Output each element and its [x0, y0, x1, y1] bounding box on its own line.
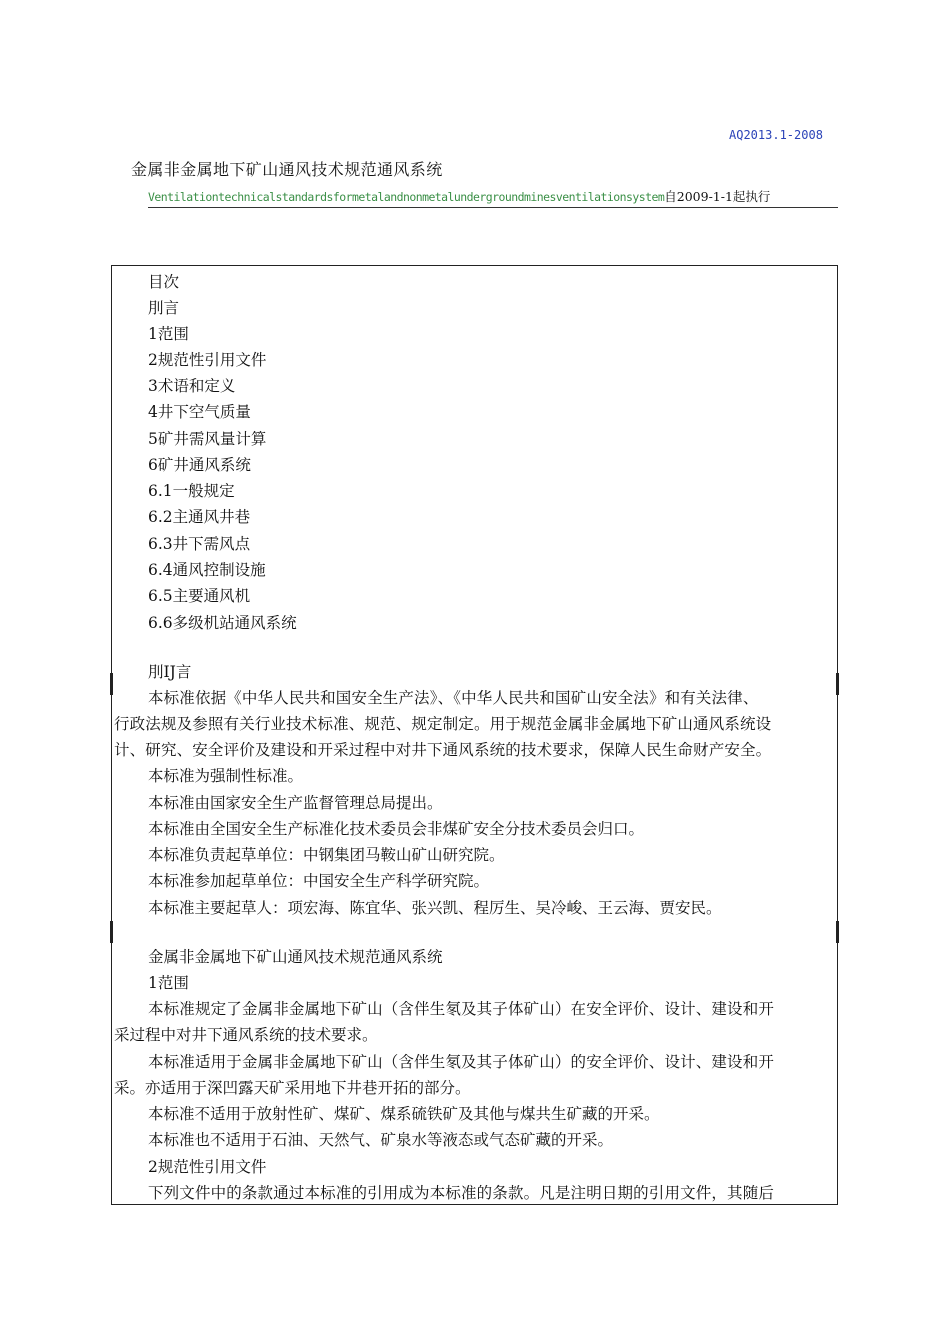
toc-item: 6.4通风控制设施	[148, 561, 266, 579]
toc-item: 6.1一般规定	[148, 482, 235, 500]
body-paragraph: 采。亦适用于深凹露天矿采用地下井巷开拓的部分。	[114, 1079, 471, 1097]
foreword-paragraph: 计、研究、安全评价及建设和开采过程中对井下通风系统的技术要求，保障人民生命财产安全。	[114, 741, 772, 759]
foreword-paragraph: 本标准由国家安全生产监督管理总局提出。	[148, 794, 443, 812]
body-paragraph: 本标准不适用于放射性矿、煤矿、煤系硫铁矿及其他与煤共生矿藏的开采。	[148, 1105, 660, 1123]
header-rule	[148, 207, 838, 208]
border-mark	[110, 921, 113, 943]
toc-item: 6.5主要通风机	[148, 587, 251, 605]
toc-heading: 目次	[148, 273, 180, 291]
foreword-paragraph: 本标准负责起草单位：中钢集团马鞍山矿山研究院。	[148, 846, 505, 864]
body-title: 金属非金属地下矿山通风技术规范通风系统	[148, 948, 443, 966]
standard-code: AQ2013.1-2008	[729, 128, 823, 142]
toc-item: 3术语和定义	[148, 377, 236, 395]
toc-item: 4井下空气质量	[148, 403, 251, 421]
border-mark	[836, 673, 839, 695]
toc-item: 6.2主通风井巷	[148, 508, 251, 526]
foreword-paragraph: 本标准由全国安全生产标准化技术委员会非煤矿安全分技术委员会归口。	[148, 820, 645, 838]
foreword-paragraph: 本标准为强制性标准。	[148, 767, 304, 785]
body-paragraph: 本标准规定了金属非金属地下矿山（含伴生氡及其子体矿山）在安全评价、设计、建设和开	[148, 1000, 775, 1018]
border-mark	[836, 921, 839, 943]
effective-date: 自2009-1-1起执行	[664, 189, 771, 204]
body-paragraph: 采过程中对井下通风系统的技术要求。	[114, 1026, 378, 1044]
toc-item: 刖言	[148, 299, 180, 317]
foreword-paragraph: 行政法规及参照有关行业技术标准、规范、规定制定。用于规范金属非金属地下矿山通风系统设	[114, 715, 772, 733]
foreword-paragraph: 本标准依据《中华人民共和国安全生产法》、《中华人民共和国矿山安全法》和有关法律、	[148, 689, 759, 707]
foreword-paragraph: 本标准参加起草单位：中国安全生产科学研究院。	[148, 872, 490, 890]
document-title: 金属非金属地下矿山通风技术规范通风系统	[131, 160, 443, 179]
body-paragraph: 本标准也不适用于石油、天然气、矿泉水等液态或气态矿藏的开采。	[148, 1131, 614, 1149]
foreword-heading: 刖IJ言	[148, 663, 192, 681]
toc-item: 6.3井下需风点	[148, 535, 251, 553]
toc-item: 6.6多级机站通风系统	[148, 614, 297, 632]
toc-item: 6矿井通风系统	[148, 456, 251, 474]
body-paragraph: 下列文件中的条款通过本标准的引用成为本标准的条款。凡是注明日期的引用文件，其随后	[148, 1184, 775, 1202]
english-title-row	[148, 188, 838, 206]
section-heading: 1范围	[148, 974, 189, 992]
toc-item: 5矿井需风量计算	[148, 430, 267, 448]
section-heading: 2规范性引用文件	[148, 1158, 267, 1176]
foreword-paragraph: 本标准主要起草人：项宏海、陈宜华、张兴凯、程厉生、吴冷峻、王云海、贾安民。	[148, 899, 722, 917]
body-paragraph: 本标准适用于金属非金属地下矿山（含伴生氡及其子体矿山）的安全评价、设计、建设和开	[148, 1053, 775, 1071]
border-mark	[110, 673, 113, 695]
toc-item: 2规范性引用文件	[148, 351, 267, 369]
content-box	[111, 265, 838, 1205]
english-title: Ventilationtechnicalstandardsformetalandnonmetalundergroundminesventilationsystem	[148, 190, 665, 204]
toc-item: 1范围	[148, 325, 189, 343]
